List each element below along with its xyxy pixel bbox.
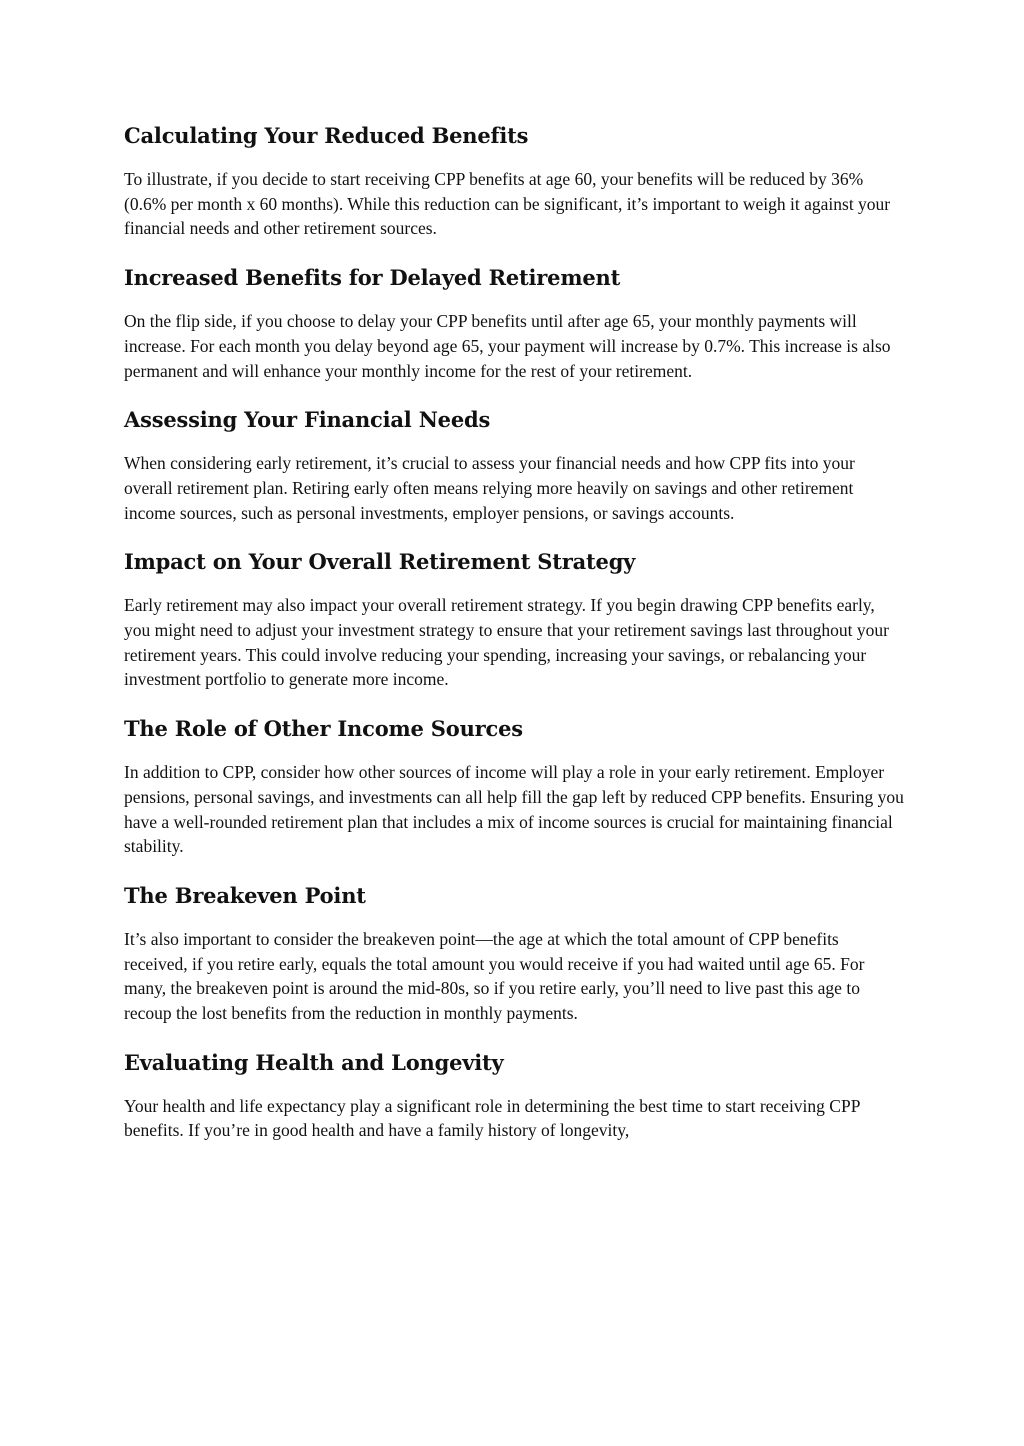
section-paragraph: It’s also important to consider the breakeven point—the age at which the total amount of CPP benefits received, if you retire early, equals the total amount you would receive if you had waited until age 65. For many, the breakeven point is around the mid-80s, so if you retire early, you’ll need to live past this age to recoup the lost benefits from the reduction in monthly payments. xyxy=(124,928,865,1024)
section-paragraph: When considering early retirement, it’s crucial to assess your financial needs and how CPP fits into your overall retirement plan. Retiring early often means relying more heavily on savings and other retirement income sources, such as personal investments, employer pensions, or savings accounts. xyxy=(124,453,855,523)
section-retirement-strategy xyxy=(124,546,904,692)
section-health-longevity xyxy=(124,1047,904,1143)
section-paragraph: To illustrate, if you decide to start receiving CPP benefits at age 60, your benefits will be reduced by 36% (0.6% per month x 60 months). While this reduction can be significant, it’s important to weigh it against your financial needs and other retirement sources. xyxy=(124,169,891,239)
section-reduced-benefits xyxy=(124,120,904,241)
section-heading: Assessing Your Financial Needs xyxy=(124,407,491,433)
section-other-income xyxy=(124,713,904,859)
section-heading: Impact on Your Overall Retirement Strategy xyxy=(124,549,636,575)
section-heading: The Breakeven Point xyxy=(124,882,366,908)
section-heading: Calculating Your Reduced Benefits xyxy=(124,123,529,148)
section-heading: The Role of Other Income Sources xyxy=(124,716,523,742)
section-paragraph: Early retirement may also impact your overall retirement strategy. If you begin drawing CPP benefits early, you might need to adjust your investment strategy to ensure that your retirement savings last throughout your retirement years. This could involve reducing your spending, increasing your savings, or rebalancing your investment portfolio to generate more income. xyxy=(124,595,889,690)
section-heading: Evaluating Health and Longevity xyxy=(124,1049,504,1075)
section-paragraph: On the flip side, if you choose to delay your CPP benefits until after age 65, your monthly payments will increase. For each month you delay beyond age 65, your payment will increase by 0.7%. This increase is also permanent and will enhance your monthly income for the rest of your retirement. xyxy=(124,311,891,381)
section-heading: Increased Benefits for Delayed Retirement xyxy=(124,265,621,291)
section-paragraph: Your health and life expectancy play a significant role in determining the best time to start receiving CPP benefits. If you’re in good health and have a family history of longevity, xyxy=(124,1095,860,1141)
section-delayed-retirement xyxy=(124,262,904,383)
article-content xyxy=(124,120,904,1164)
section-paragraph: In addition to CPP, consider how other sources of income will play a role in your early retirement. Employer pensions, personal savings, and investments can all help fill the gap left by reduced CPP benefits. Ensuring you have a well-rounded retirement plan that includes a mix of income sources is crucial for maintaining financial stability. xyxy=(124,762,904,857)
section-breakeven-point xyxy=(124,880,904,1026)
section-financial-needs xyxy=(124,404,904,525)
